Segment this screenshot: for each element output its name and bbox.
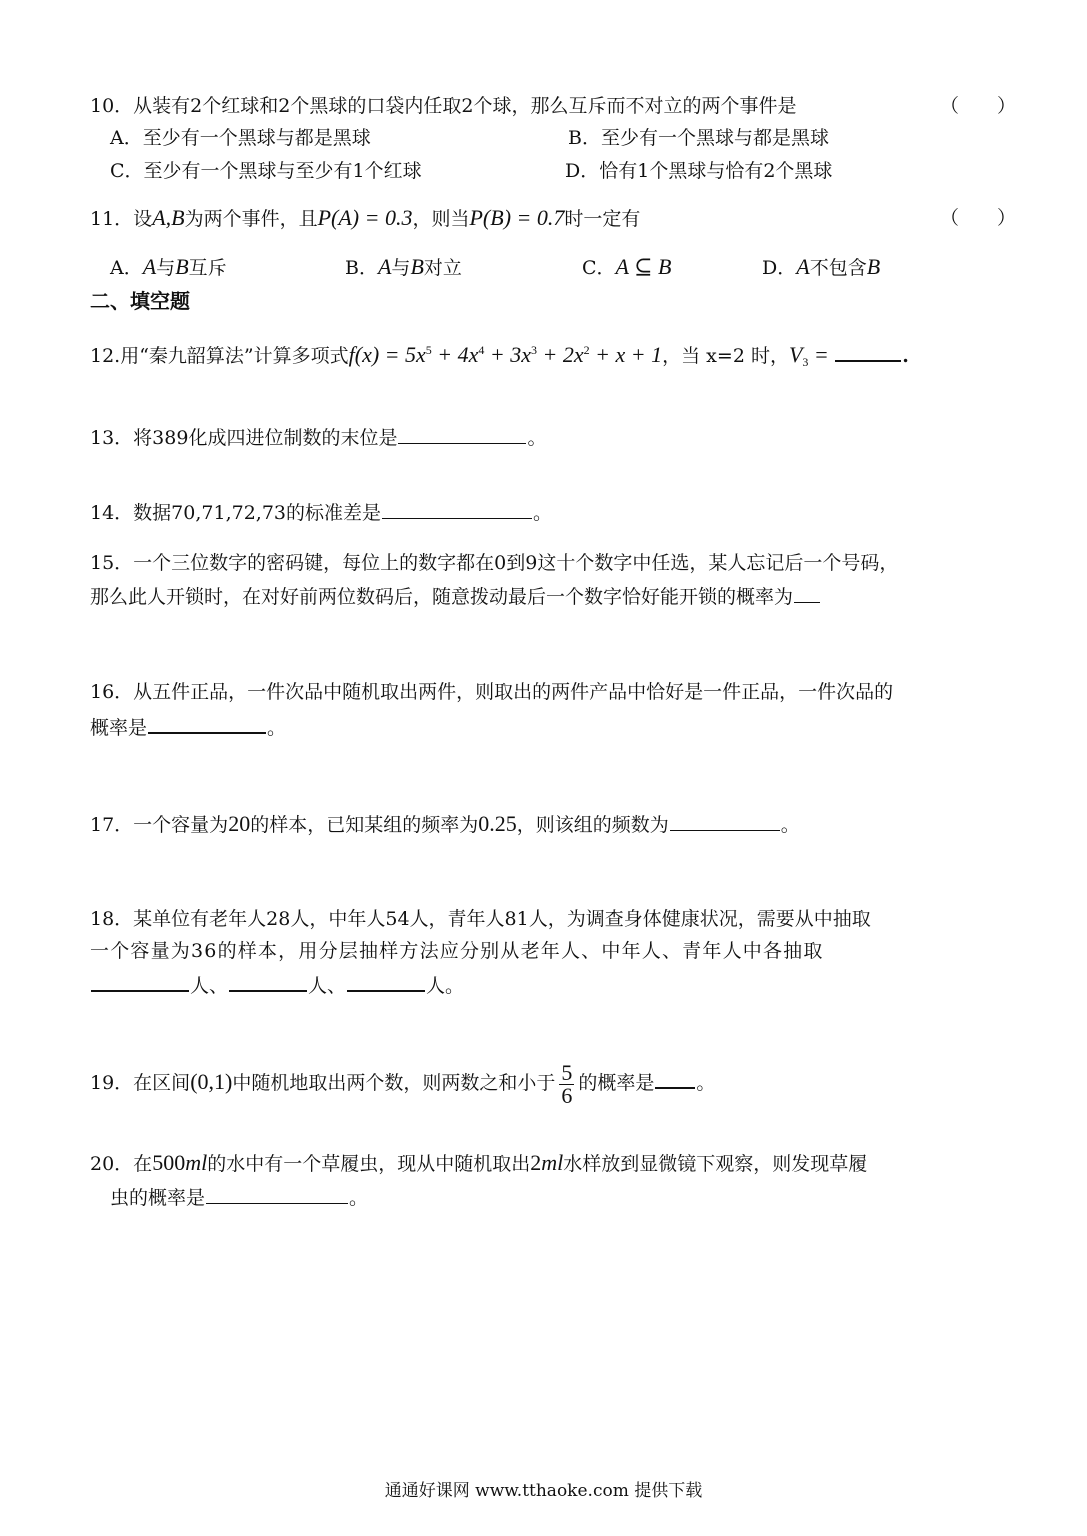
q18-blank-young[interactable] (347, 970, 425, 992)
q11-option-c: C．A ⊆ B (582, 254, 672, 279)
q10-answer-paren: （ ） (940, 95, 1017, 117)
q18-line1: 18．某单位有老年人28人，中年人54人，青年人81人，为调查身体健康状况，需要从中抽取 (90, 908, 871, 930)
q15-blank[interactable] (794, 582, 820, 603)
q15-line1: 15．一个三位数字的密码键，每位上的数字都在0到9这十个数字中任选，某人忘记后一个号码， (90, 552, 899, 574)
q14-blank[interactable] (382, 498, 532, 519)
q18-blank-elderly[interactable] (91, 970, 189, 992)
q16-line2: 概率是 。 (90, 712, 286, 741)
q16-blank[interactable] (148, 712, 266, 734)
q10-option-b: B．至少有一个黑球与都是黑球 (568, 127, 829, 149)
q11-answer-paren: （ ） (940, 207, 1017, 229)
q13-blank[interactable] (398, 423, 526, 444)
q20-line1: 20．在500ml的水中有一个草履虫，现从中随机取出2ml水样放到显微镜下观察，则发现草履 (90, 1150, 868, 1175)
q10-option-a: A．至少有一个黑球与都是黑球 (110, 127, 371, 149)
q18-line2: 一个容量为36的样本，用分层抽样方法应分别从老年人、中年人、青年人中各抽取 (90, 940, 824, 962)
q11-option-a: A．A与B互斥 (110, 254, 227, 279)
page-footer: 通通好课网 www.tthaoke.com 提供下载 (384, 1481, 703, 1501)
q12-blank[interactable] (835, 340, 901, 362)
q18-line3: 人、 人、 人。 (90, 970, 464, 999)
q12-stem: 12.用“秦九韶算法”计算多项式$f(x) = 5x^5 + 4x^4 + 3x^3 + 2x^2 + x + 1$，当 x=2 时，$V_3$ = . (90, 342, 909, 369)
q20-line2: 虫的概率是 。 (110, 1183, 368, 1211)
q19-blank[interactable] (655, 1067, 695, 1089)
q11-option-d: D．A不包含B (762, 254, 881, 279)
q14-stem: 14．数据70,71,72,73的标准差是 。 (90, 498, 552, 526)
section-heading: 二、填空题 (90, 289, 190, 313)
q10-option-d: D．恰有1个黑球与恰有2个黑球 (565, 160, 833, 182)
q17-stem: 17．一个容量为20的样本，已知某组的频率为0.25，则该组的频数为 。 (90, 811, 800, 836)
q10-stem: 10．从装有2个红球和2个黑球的口袋内任取2个球，那么互斥而不对立的两个事件是 (90, 95, 797, 117)
q10-option-c: C．至少有一个黑球与至少有1个红球 (110, 160, 422, 182)
q18-blank-middle[interactable] (229, 970, 307, 992)
q17-blank[interactable] (670, 810, 780, 831)
q19-fraction: $\frac{5}{6}$ (561, 1059, 573, 1108)
q15-line2: 那么此人开锁时，在对好前两位数码后，随意拨动最后一个数字恰好能开锁的概率为 (90, 582, 821, 610)
q20-blank[interactable] (206, 1183, 348, 1204)
q11-option-b: B．A与B对立 (345, 254, 462, 279)
q19-stem: 19．在区间(0,1)中随机地取出两个数，则两数之和小于 $\frac{5}{6}$ 的概率是 。 (90, 1059, 716, 1108)
q13-stem: 13．将389化成四进位制数的末位是 。 (90, 423, 546, 451)
q11-stem: 11．设A,B为两个事件，且P(A) = 0.3，则当P(B) = 0.7时一定有 (90, 205, 641, 230)
q16-line1: 16．从五件正品，一件次品中随机取出两件，则取出的两件产品中恰好是一件正品，一件次品的 (90, 681, 894, 703)
